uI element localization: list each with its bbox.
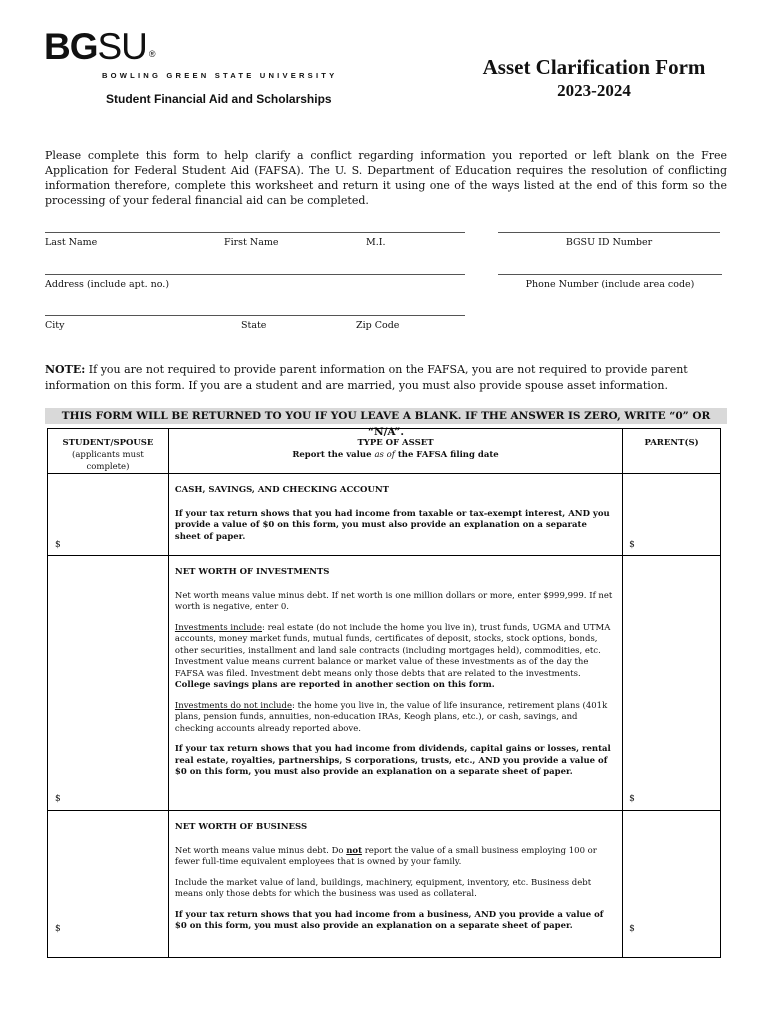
student-investments-cell[interactable]	[48, 556, 169, 811]
city-state-zip-line[interactable]	[45, 315, 465, 316]
phone-label: Phone Number (include area code)	[525, 279, 695, 290]
parents-header	[623, 429, 721, 474]
parent-investments-cell[interactable]	[623, 556, 721, 811]
investments-p1: Net worth means value minus debt. If net worth is one million dollars or more, enter $999,999. If net worth is negative, enter 0.	[174, 590, 613, 612]
student-investments-dollar: $	[55, 794, 61, 804]
parent-cash-cell[interactable]	[623, 474, 721, 556]
asset-table	[47, 428, 721, 958]
name-line[interactable]	[45, 232, 465, 233]
registered-mark: ®	[148, 49, 155, 59]
bgsu-id-line[interactable]	[498, 232, 720, 233]
bgsu-id-label: BGSU ID Number	[565, 237, 653, 248]
cash-description	[168, 474, 622, 556]
last-name-label: Last Name	[45, 237, 98, 248]
university-name: BOWLING GREEN STATE UNIVERSITY	[102, 71, 338, 80]
parents-title: PARENT(S)	[644, 438, 699, 448]
mi-label: M.I.	[366, 237, 386, 248]
student-spouse-title: STUDENT/SPOUSE	[62, 438, 154, 448]
asset-type-title: TYPE OF ASSET	[357, 438, 434, 448]
form-year: 2023-2024	[557, 81, 631, 100]
investments-warning: If your tax return shows that you had income from dividends, capital gains or losses, rental real estate, royalties, partnerships, S corporations, trusts, etc., AND you provide a value of $0 on this form, you must also provide an explanation on a separate sheet of paper.	[174, 744, 611, 777]
asset-type-header	[168, 429, 622, 474]
student-spouse-header	[48, 429, 169, 474]
state-label: State	[241, 320, 267, 331]
asset-type-subtitle: Report the value as of the FAFSA filing date	[292, 450, 499, 460]
form-title: Asset Clarification Form	[482, 55, 706, 79]
student-business-dollar: $	[55, 924, 61, 934]
department-name: Student Financial Aid and Scholarships	[106, 92, 332, 106]
cash-heading: CASH, SAVINGS, AND CHECKING ACCOUNT	[174, 485, 389, 495]
investments-p3: Investments do not include: the home you live in, the value of life insurance, retirement plans (401k plans, pension funds, annuities, non-education IRAs, Keogh plans, etc.), or cash, savings, and checking accounts already reported above.	[174, 700, 608, 734]
business-p2: Include the market value of land, buildings, machinery, equipment, inventory, etc. Business debt means only those debts for which the business was used as collateral.	[174, 877, 592, 899]
business-description	[168, 811, 622, 958]
business-heading: NET WORTH OF BUSINESS	[174, 822, 308, 832]
note-text: If you are not required to provide parent information on the FAFSA, you are not required to provide parent information on this form. If you are a student and are married, you must also provide spouse asset information.	[45, 363, 688, 392]
logo-bg-text: BG	[44, 26, 98, 67]
student-business-cell[interactable]	[48, 811, 169, 958]
investments-p2: Investments include: real estate (do not include the home you live in), trust funds, UGMA and UTMA accounts, money market funds, mutual funds, certificates of deposit, stocks, stock options, bonds, other securities, installment and land sale contracts (including mortgages held), commodities, etc. Investment value means current balance or market value of these investments as of the day the FAFSA was filed. Investment debt means only those debts that are related to the investments. College savings plans are reported in another section on this form.	[174, 622, 611, 690]
bgsu-logo	[44, 28, 153, 65]
business-p1: Net worth means value minus debt. Do not report the value of a small business employing 100 or fewer full-time equivalent employees that is owned by your family.	[174, 845, 597, 867]
parent-business-dollar: $	[629, 924, 635, 934]
intro-paragraph: Please complete this form to help clarify a conflict regarding information you reported or left blank on the Free Application for Federal Student Aid (FAFSA). The U. S. Department of Education requires the resolution of conflicting information therefore, complete this worksheet and return it using one of the ways listed at the end of this form so the processing of your federal financial aid can be completed.	[45, 149, 727, 207]
table-header-row	[48, 429, 721, 474]
zip-label: Zip Code	[356, 320, 400, 331]
parent-business-cell[interactable]	[623, 811, 721, 958]
investments-heading: NET WORTH OF INVESTMENTS	[174, 567, 330, 577]
city-label: City	[45, 320, 65, 331]
table-row-cash	[48, 474, 721, 556]
warning-banner: THIS FORM WILL BE RETURNED TO YOU IF YOU LEAVE A BLANK. IF THE ANSWER IS ZERO, WRITE “0” OR “N/A”.	[45, 408, 727, 424]
table-row-business	[48, 811, 721, 958]
logo-su-text: SU	[97, 26, 147, 67]
first-name-label: First Name	[224, 237, 279, 248]
table-row-investments	[48, 556, 721, 811]
address-label: Address (include apt. no.)	[45, 279, 170, 290]
address-line[interactable]	[45, 274, 465, 275]
student-spouse-subtitle: (applicants must complete)	[72, 450, 144, 472]
cash-warning: If your tax return shows that you had income from taxable or tax-exempt interest, AND you provide a value of $0 on this form, you must also provide an explanation on a separate sheet of paper.	[174, 508, 610, 542]
student-cash-cell[interactable]	[48, 474, 169, 556]
business-warning: If your tax return shows that you had income from a business, AND you provide a value of $0 on this form, you must also provide an explanation on a separate sheet of paper.	[174, 909, 604, 931]
parent-cash-dollar: $	[629, 540, 635, 550]
note-paragraph	[45, 362, 727, 393]
student-cash-dollar: $	[55, 540, 61, 550]
investments-description	[168, 556, 622, 811]
parent-investments-dollar: $	[629, 794, 635, 804]
phone-line[interactable]	[498, 274, 722, 275]
note-label: NOTE:	[45, 363, 86, 376]
